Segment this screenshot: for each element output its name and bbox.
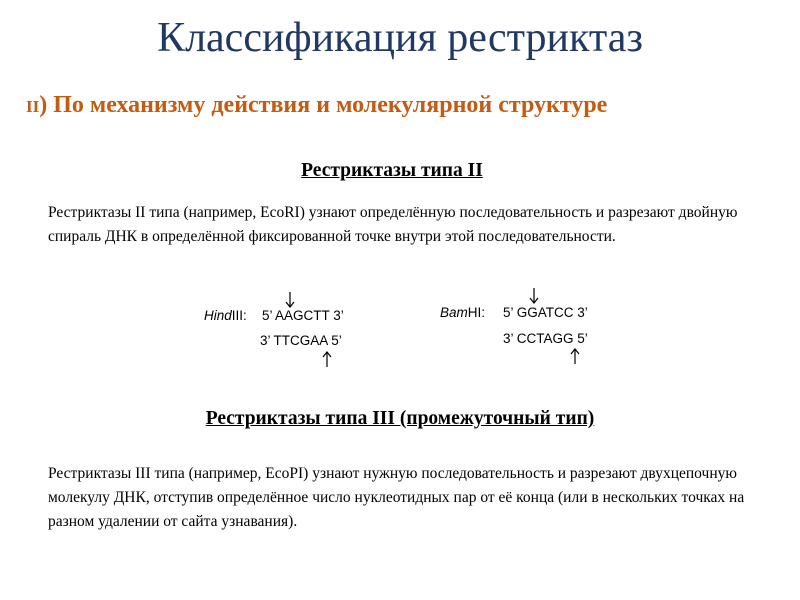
down-arrow-icon: [283, 291, 297, 309]
slide-subtitle: [26, 92, 607, 119]
bamhi-bottom-strand: 3’ CCTAGG 5’: [503, 331, 588, 346]
hindiii-name-italic: Hind: [204, 308, 232, 323]
up-arrow-icon: [568, 347, 582, 365]
type2-heading: Рестриктазы типа II: [301, 160, 483, 181]
type2-description: Рестриктазы II типа (например, EcoRI) узнают определённую последовательность и разрезают двойную спираль ДНК в определённой фиксированной точке внутри этой последовательности.: [48, 204, 738, 245]
type3-description: Рестриктазы III типа (например, EcoPI) узнают нужную последовательность и разрезают двухцепочную молекулу ДНК, отступив определённое число нуклеотидных пар от её конца (или в нескольких точках на разном удалении от сайта узнавания).: [48, 465, 745, 530]
bamhi-label: [440, 305, 485, 320]
hindiii-label: [204, 308, 247, 323]
bamhi-name-italic: Bam: [440, 305, 468, 320]
subtitle-text: ) По механизму действия и молекулярной структуре: [39, 92, 608, 118]
hindiii-name-roman: III:: [231, 308, 247, 323]
type3-heading: Рестриктазы типа III (промежуточный тип): [205, 408, 595, 429]
bamhi-name-roman: HI:: [467, 305, 486, 320]
bamhi-top-strand: 5’ GGATCC 3’: [503, 305, 588, 320]
subtitle-numeral: II: [26, 97, 40, 116]
hindiii-bottom-strand: 3’ TTCGAA 5’: [260, 333, 342, 348]
hindiii-top-strand: 5’ AAGCTT 3’: [262, 308, 344, 323]
slide-title: Классификация рестриктаз: [157, 15, 643, 61]
up-arrow-icon: [320, 350, 334, 368]
down-arrow-icon: [527, 287, 541, 305]
